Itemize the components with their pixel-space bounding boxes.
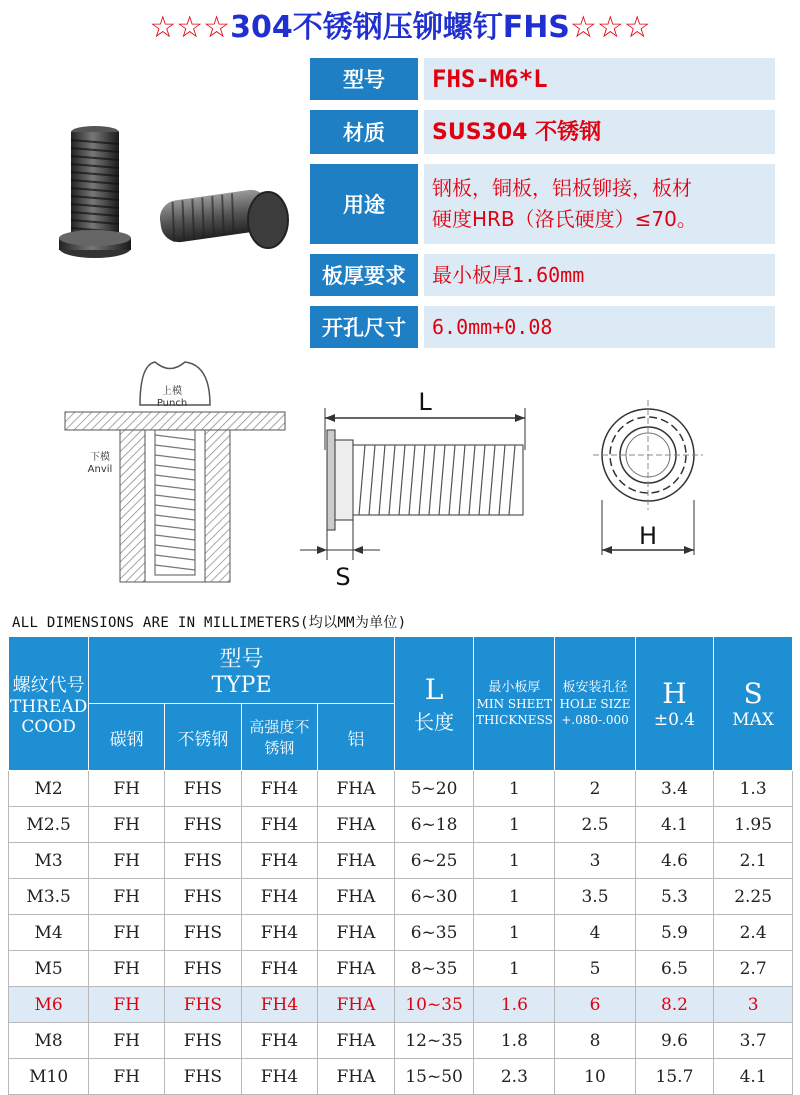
- table-cell: 5~20: [394, 771, 474, 807]
- table-cell: 8.2: [635, 987, 714, 1023]
- table-cell: 2: [555, 771, 635, 807]
- table-cell: FH: [89, 879, 165, 915]
- header-high-strength: 高强度不锈钢: [241, 704, 318, 771]
- table-cell: FH: [89, 915, 165, 951]
- header-L: [394, 637, 474, 771]
- header-hole-size: [555, 637, 635, 771]
- table-cell: 1.8: [474, 1023, 555, 1059]
- table-cell: 6.5: [635, 951, 714, 987]
- spec-value: 最小板厚1.60mm: [424, 254, 775, 296]
- title-stars-left: ☆☆☆: [149, 10, 231, 45]
- table-cell: 2.3: [474, 1059, 555, 1095]
- table-cell: FHA: [318, 879, 395, 915]
- top-view-diagram: [585, 350, 715, 590]
- table-cell: FH4: [241, 915, 318, 951]
- table-cell: FHS: [165, 987, 242, 1023]
- page-title: [0, 6, 800, 50]
- table-cell: FHS: [165, 879, 242, 915]
- table-cell: 6~18: [394, 807, 474, 843]
- spec-value: 6.0mm+0.08: [424, 306, 775, 348]
- table-cell: 8~35: [394, 951, 474, 987]
- spec-row-model: [310, 58, 775, 100]
- table-cell: 3: [555, 843, 635, 879]
- table-cell: FHS: [165, 1059, 242, 1095]
- table-cell: 4.1: [714, 1059, 793, 1095]
- header-S-letter: S: [743, 677, 763, 710]
- table-row: [9, 771, 793, 807]
- table-cell: 1: [474, 879, 555, 915]
- spec-row-hole: [310, 306, 775, 348]
- table-cell: M8: [9, 1023, 89, 1059]
- header-min-cn: 最小板厚: [488, 679, 541, 695]
- table-cell: 2.1: [714, 843, 793, 879]
- table-cell: 1: [474, 915, 555, 951]
- press-diagram: [60, 350, 290, 590]
- header-min-en: MIN SHEET THICKNESS: [475, 696, 553, 727]
- table-row: [9, 915, 793, 951]
- anvil-label-en: Anvil: [87, 464, 113, 475]
- header-S: [714, 637, 793, 771]
- table-cell: FHA: [318, 1023, 395, 1059]
- table-cell: 15~50: [394, 1059, 474, 1095]
- anvil-hole: [145, 430, 205, 582]
- table-row: [9, 951, 793, 987]
- table-cell: M5: [9, 951, 89, 987]
- dimensions-note: ALL DIMENSIONS ARE IN MILLIMETERS(均以MM为单位): [12, 615, 407, 631]
- anvil-label-cn: 下模: [90, 452, 110, 463]
- table-cell: FH4: [241, 1023, 318, 1059]
- table-cell: FH4: [241, 879, 318, 915]
- table-cell: 1: [474, 951, 555, 987]
- table-cell: 2.5: [555, 807, 635, 843]
- table-cell: 2.25: [714, 879, 793, 915]
- table-cell: 10~35: [394, 987, 474, 1023]
- spec-row-thickness: [310, 254, 775, 296]
- table-cell: 1: [474, 771, 555, 807]
- table-cell: FH4: [241, 1059, 318, 1095]
- table-cell: M10: [9, 1059, 89, 1095]
- spec-row-usage: [310, 164, 775, 244]
- table-cell: FHA: [318, 987, 395, 1023]
- header-min-thickness: [474, 637, 555, 771]
- table-cell: FH4: [241, 843, 318, 879]
- header-stainless: 不锈钢: [165, 704, 242, 771]
- table-cell: FHS: [165, 807, 242, 843]
- punch-label-cn: 上模: [162, 386, 182, 397]
- table-cell: FH: [89, 987, 165, 1023]
- dim-L-label: L: [418, 388, 432, 416]
- spec-row-material: [310, 110, 775, 154]
- table-cell: FH: [89, 807, 165, 843]
- spec-label: 用途: [310, 164, 418, 244]
- product-photo: [40, 110, 300, 270]
- header-type-cn: 型号: [219, 647, 264, 672]
- table-cell: 2.4: [714, 915, 793, 951]
- table-cell: 12~35: [394, 1023, 474, 1059]
- table-cell: M6: [9, 987, 89, 1023]
- table-cell: FHS: [165, 915, 242, 951]
- punch-label-en: Punch: [156, 398, 188, 409]
- table-cell: FHA: [318, 951, 395, 987]
- header-thread-en: THREAD COOD: [10, 696, 88, 737]
- header-carbon: 碳钢: [89, 704, 165, 771]
- header-H-letter: H: [662, 677, 687, 710]
- table-cell: 4.6: [635, 843, 714, 879]
- table-cell: 3.4: [635, 771, 714, 807]
- table-cell: 6~25: [394, 843, 474, 879]
- spec-label: 材质: [310, 110, 418, 154]
- table-cell: 1: [474, 843, 555, 879]
- table-cell: M3.5: [9, 879, 89, 915]
- table-cell: FH4: [241, 951, 318, 987]
- spec-value-line: 钢板，铜板，铝板铆接，板材: [432, 176, 692, 200]
- table-cell: FHA: [318, 1059, 395, 1095]
- table-cell: 10: [555, 1059, 635, 1095]
- table-row: [9, 807, 793, 843]
- header-hole-en: HOLE SIZE +.080-.000: [559, 696, 631, 727]
- table-cell: FHS: [165, 843, 242, 879]
- table-body: [9, 771, 793, 1095]
- spec-value: FHS-M6*L: [424, 58, 775, 100]
- header-S-max: MAX: [732, 710, 775, 730]
- table-cell: 3.5: [555, 879, 635, 915]
- table-cell: FH4: [241, 807, 318, 843]
- spec-value-line: 硬度HRB（洛氏硬度）≤70。: [432, 207, 697, 231]
- table-cell: 15.7: [635, 1059, 714, 1095]
- table-cell: 3: [714, 987, 793, 1023]
- table-cell: M2: [9, 771, 89, 807]
- table-cell: 3.7: [714, 1023, 793, 1059]
- header-type-en: TYPE: [211, 673, 272, 698]
- table-cell: 2.7: [714, 951, 793, 987]
- dim-S-label: S: [335, 563, 351, 590]
- table-cell: 6~35: [394, 915, 474, 951]
- table-cell: FH4: [241, 771, 318, 807]
- table-cell: 1.3: [714, 771, 793, 807]
- header-aluminum: 铝: [318, 704, 395, 771]
- dimensions-table: [8, 636, 793, 1095]
- table-cell: FHS: [165, 1023, 242, 1059]
- table-row: [9, 879, 793, 915]
- spec-label: 型号: [310, 58, 418, 100]
- table-cell: FH: [89, 843, 165, 879]
- table-cell: FHS: [165, 771, 242, 807]
- header-H: [635, 637, 714, 771]
- spec-label: 板厚要求: [310, 254, 418, 296]
- table-cell: FHA: [318, 807, 395, 843]
- table-cell: 5.3: [635, 879, 714, 915]
- table-cell: FH: [89, 771, 165, 807]
- table-cell: 4: [555, 915, 635, 951]
- table-row: [9, 987, 793, 1023]
- table-row: [9, 1023, 793, 1059]
- table-cell: FH: [89, 1059, 165, 1095]
- table-cell: 6~30: [394, 879, 474, 915]
- lying-screw-image: [158, 188, 288, 248]
- title-stars-right: ☆☆☆: [569, 10, 651, 45]
- table-cell: FHA: [318, 915, 395, 951]
- table-cell: 1.6: [474, 987, 555, 1023]
- spec-value: SUS304 不锈钢: [424, 110, 775, 154]
- header-H-tol: ±0.4: [653, 710, 696, 730]
- dim-H-label: H: [638, 522, 658, 550]
- table-cell: M3: [9, 843, 89, 879]
- sheet-plate: [65, 412, 285, 430]
- table-cell: M4: [9, 915, 89, 951]
- table-cell: M2.5: [9, 807, 89, 843]
- table-cell: 9.6: [635, 1023, 714, 1059]
- table-cell: 5: [555, 951, 635, 987]
- table-cell: FHA: [318, 771, 395, 807]
- table-cell: 1.95: [714, 807, 793, 843]
- header-hole-cn: 板安装孔径: [562, 679, 628, 695]
- table-cell: FH: [89, 951, 165, 987]
- table-cell: FHA: [318, 843, 395, 879]
- table-cell: FHS: [165, 951, 242, 987]
- table-cell: 8: [555, 1023, 635, 1059]
- table-cell: 5.9: [635, 915, 714, 951]
- standing-screw-image: [59, 126, 131, 258]
- header-thread-cn: 螺纹代号: [12, 674, 85, 696]
- table-cell: FH: [89, 1023, 165, 1059]
- table-cell: 6: [555, 987, 635, 1023]
- side-view-diagram: [295, 350, 535, 590]
- table-cell: 1: [474, 807, 555, 843]
- header-thread: [9, 637, 89, 771]
- table-cell: FH4: [241, 987, 318, 1023]
- table-row: [9, 843, 793, 879]
- table-cell: 4.1: [635, 807, 714, 843]
- header-L-letter: L: [424, 672, 444, 706]
- spec-value: [424, 164, 775, 244]
- header-type: [89, 637, 394, 704]
- title-text: 304不锈钢压铆螺钉FHS: [230, 10, 570, 45]
- header-L-cn: 长度: [414, 709, 455, 734]
- spec-label: 开孔尺寸: [310, 306, 418, 348]
- table-row: [9, 1059, 793, 1095]
